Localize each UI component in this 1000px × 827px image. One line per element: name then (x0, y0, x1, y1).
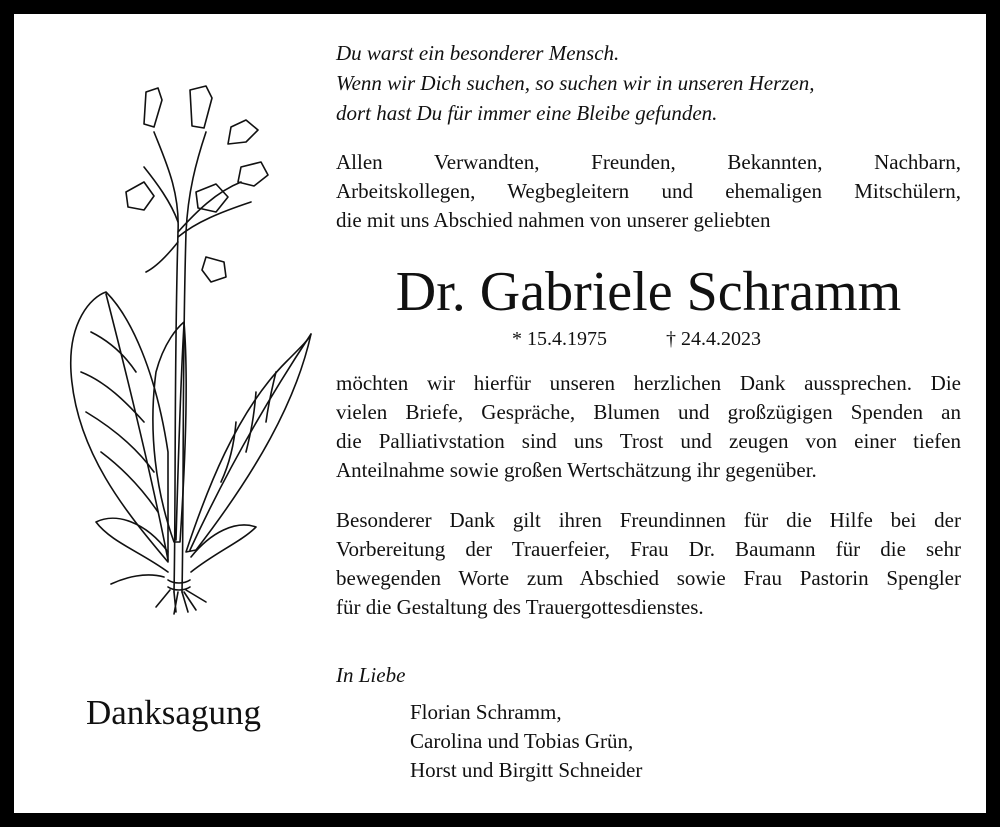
notice-heading: Danksagung (86, 693, 261, 732)
paragraph-line: für die Gestaltung des Trauergottesdienstes. (336, 595, 704, 619)
signers-list (410, 698, 642, 785)
memorial-poem (336, 38, 814, 128)
closing-salutation: In Liebe (336, 663, 406, 687)
poem-line: Wenn wir Dich suchen, so suchen wir in unseren Herzen, (336, 71, 815, 95)
signer-name: Horst und Birgitt Schneider (410, 758, 643, 782)
intro-line: Allen Verwandten, Freunden, Bekannten, Nachbarn, (336, 150, 961, 174)
paragraph-line: Besonderer Dank gilt ihren Freundinnen für die Hilfe bei der (336, 508, 961, 532)
paragraph-line: Vorbereitung der Trauerfeier, Frau Dr. Baumann für die sehr (336, 537, 961, 561)
poem-line: Du warst ein besonderer Mensch. (336, 41, 620, 65)
deceased-name: Dr. Gabriele Schramm (395, 261, 902, 323)
paragraph-line: bewegenden Worte zum Abschied sowie Frau Pastorin Spengler (336, 566, 961, 590)
poem-line: dort hast Du für immer eine Bleibe gefunden. (336, 101, 718, 125)
intro-line: die mit uns Abschied nahmen von unserer geliebten (336, 208, 771, 232)
special-thanks-paragraph (336, 506, 961, 622)
primrose-illustration (56, 72, 326, 617)
intro-line: Arbeitskollegen, Wegbegleitern und ehemaligen Mitschülern, (336, 179, 961, 203)
thanks-intro (336, 148, 961, 235)
signer-name: Florian Schramm, (410, 700, 562, 724)
thanks-paragraph (336, 369, 961, 485)
paragraph-line: vielen Briefe, Gespräche, Blumen und großzügigen Spenden an (336, 400, 961, 424)
paragraph-line: möchten wir hierfür unseren herzlichen Dank aussprechen. Die (336, 371, 961, 395)
paragraph-line: Anteilnahme sowie großen Wertschätzung ihr gegenüber. (336, 458, 817, 482)
death-date: † 24.4.2023 (666, 328, 761, 350)
signer-name: Carolina und Tobias Grün, (410, 729, 634, 753)
birth-date: * 15.4.1975 (512, 328, 607, 350)
paragraph-line: die Palliativstation sind uns Trost und zeugen von einer tiefen (336, 429, 961, 453)
